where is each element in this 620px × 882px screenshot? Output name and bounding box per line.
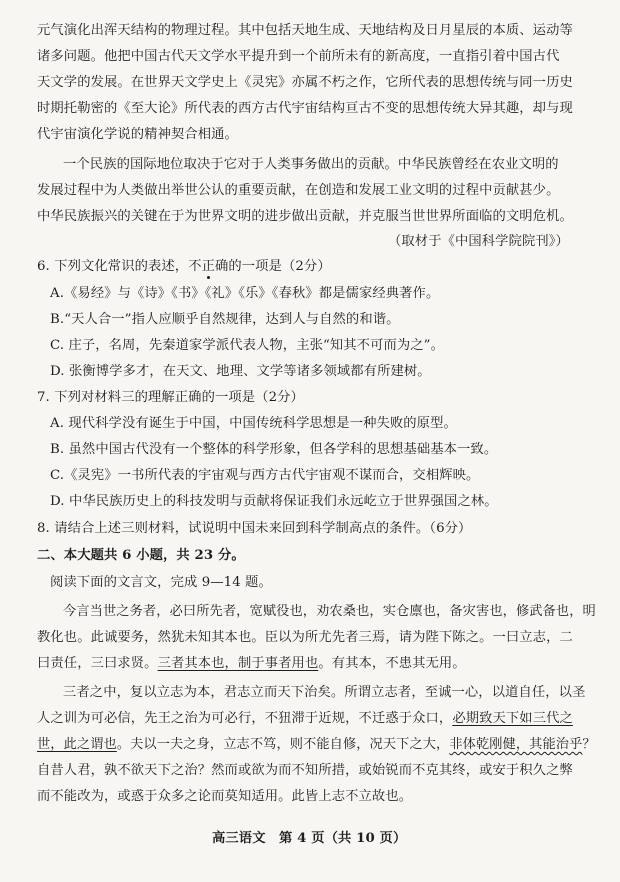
page-footer: 高三语文 第 4 页（共 10 页） [212,831,407,846]
text-segment: ？ [582,737,596,752]
question-7-stem: 7. 下列对材料三的理解正确的一项是（2分） [37,390,304,405]
section-instruction: 阅读下面的文言文，完成 9—14 题。 [50,575,272,590]
text-segment: 曰责任，三曰求贤。 [37,656,158,671]
classical-text-line [37,736,596,754]
emphasis-dotted: 不正确 [188,259,229,274]
passage-line: 中华民族振兴的关键在于为世界文明的进步做出贡献，并克服当世世界所面临的文明危机。 [37,209,573,224]
section-heading: 二、本大题共 6 小题，共 23 分。 [37,548,245,563]
classical-text-line: 而不能改为，或惑于众多之论而莫知适用。此皆上志不立故也。 [37,789,413,804]
underlined-sentence: 世，此之谓也 [37,737,117,752]
classical-text-line: 自昔人君，孰不欲天下之治？然而或欲为而不知所措，或始锐而不克其终，或安于积久之弊 [37,763,573,778]
wavy-underlined-sentence: 非体乾刚健，其能治乎 [449,737,583,752]
text-segment: 。夫以一夫之身，立志不笃，则不能自修，况天下之大， [116,737,450,752]
question-7-option-a: A. 现代科学没有诞生于中国，中国传统科学思想是一种失败的原型。 [50,416,457,431]
stem-text: 6. 下列文化常识的表述， [37,259,189,274]
passage-line: 时期托勒密的《至大论》所代表的西方古代宇宙结构亘古不变的思想传统大异其趣，却与现 [37,101,573,116]
passage-source: （取材于《中国科学院院刊》） [388,234,569,249]
passage-line: 一个民族的国际地位取决于它对于人类事务做出的贡献。中华民族曾经在农业文明的 [63,157,559,172]
classical-text-line: 三者之中，复以立志为本，君志立而天下治矣。所谓立志者，至诚一心，以道自任，以圣 [63,685,586,700]
question-7-option-c: C.《灵宪》一书所代表的宇宙观与西方古代宇宙观不谋而合，交相辉映。 [50,468,480,483]
underlined-sentence: 三者其本也，制于事者用也 [157,656,319,671]
classical-text-line [37,655,466,673]
text-segment: 人之训为可必信，先王之治为可必行，不狃滞于近规，不迁惑于众口， [37,711,453,726]
passage-line: 天文学的发展。在世界天文学史上《灵宪》亦属不朽之作，它所代表的思想传统与同一历史 [37,75,573,90]
question-7-option-b: B. 虽然中国古代没有一个整体的科学形象，但各学科的思想基础基本一致。 [50,442,498,457]
question-6-option-b: B.“天人合一”指人应顺乎自然规律，达到人与自然的和谐。 [50,312,400,327]
question-8-stem: 8. 请结合上述三则材料，试说明中国未来回到科学制高点的条件。（6分） [37,521,472,536]
passage-line: 代宇宙演化学说的精神契合相通。 [37,127,238,142]
underlined-sentence: 必期致天下如三代之 [452,711,573,726]
passage-line: 发展过程中为人类做出举世公认的重要贡献，在创造和发展工业文明的过程中贡献甚少。 [37,183,560,198]
stem-text: 的一项是（2分） [228,259,331,274]
classical-text-line: 教化也。此诚要务，然犹未知其本也。臣以为所尤先者三焉，请为陛下陈之。一曰立志，二 [37,630,573,645]
classical-text-line [37,710,573,728]
passage-line: 元气演化出浑天结构的物理过程。其中包括天地生成、天地结构及日月星辰的本质、运动等 [37,23,573,38]
question-6-option-d: D. 张衡博学多才，在天文、地理、文学等诸多领域都有所建树。 [50,364,431,379]
text-segment: 。有其本，不患其无用。 [318,656,466,671]
question-6-option-a: A.《易经》与《诗》《书》《礼》《乐》《春秋》都是儒家经典著作。 [50,286,440,301]
question-6-option-c: C. 庄子，名周，先秦道家学派代表人物，主张“知其不可而为之”。 [50,338,444,353]
question-6-stem [37,258,331,276]
question-7-option-d: D. 中华民族历史上的科技发明与贡献将保证我们永远屹立于世界强国之林。 [50,494,498,509]
classical-text-line: 今言当世之务者，必曰所先者，宽赋役也，劝农桑也，实仓廪也，备灾害也，修武备也，明 [63,604,596,619]
passage-line: 诸多问题。他把中国古代天文学水平提升到一个前所未有的新高度，一直指引着中国古代 [37,49,560,64]
